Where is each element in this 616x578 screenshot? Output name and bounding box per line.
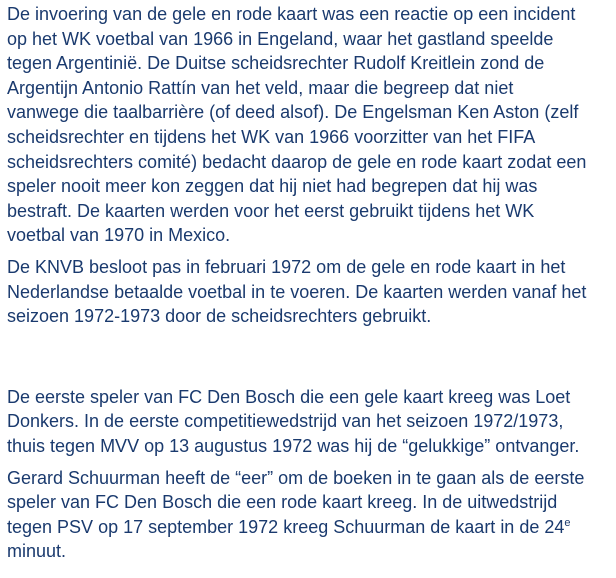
paragraph-spacer: [7, 248, 615, 255]
paragraph-first-yellow-card: De eerste speler van FC Den Bosch die een gele kaart kreeg was Loet Donkers. In de eerste competitiewedstrijd van het seizoen 1972/1973, thuis tegen MVV op 13 augustus 1972 was hij de “gelukkige” ontvanger.: [7, 386, 580, 456]
paragraph-first-red-card: [7, 466, 615, 564]
paragraph-spacer: [7, 459, 615, 466]
paragraph-knvb-introduction: De KNVB besloot pas in februari 1972 om de gele en rode kaart in het Nederlandse betaalde voetbal in te voeren. De kaarten werden vanaf het seizoen 1972-1973 door de scheidsrechters gebruikt.: [7, 256, 587, 327]
red-card-text: Gerard Schuurman heeft de “eer” om de boeken in te gaan als de eerste speler van FC Den Bosch die een rode kaart kreeg. In de uitwedstrijd tegen PSV op 17 september 1972 kreeg Schuurman de kaart in de 24: [7, 467, 585, 537]
paragraph-card-origin: De invoering van de gele en rode kaart was een reactie op een incident op het WK voetbal van 1966 in Engeland, waar het gastland speelde tegen Argentinië. De Duitse scheidsrechter Rudolf Kreitlein zond de Argentijn Antonio Rattín van het veld, maar die begreep dat niet vanwege die taalbarrière (of deed alsof). De Engelsman Ken Aston (zelf scheidsrechter en tijdens het WK van 1966 voorzitter van het FIFA scheidsrechters comité) bedacht daarop de gele en rode kaart zodat een speler nooit meer kon zeggen dat hij niet had begrepen dat hij was bestraft. De kaarten werden voor het eerst gebruikt tijdens het WK voetbal van 1970 in Mexico.: [7, 4, 587, 246]
document-body: [7, 2, 615, 564]
section-spacer: [7, 329, 615, 385]
red-card-text-tail: minuut.: [7, 541, 67, 562]
ordinal-superscript: e: [564, 516, 571, 529]
